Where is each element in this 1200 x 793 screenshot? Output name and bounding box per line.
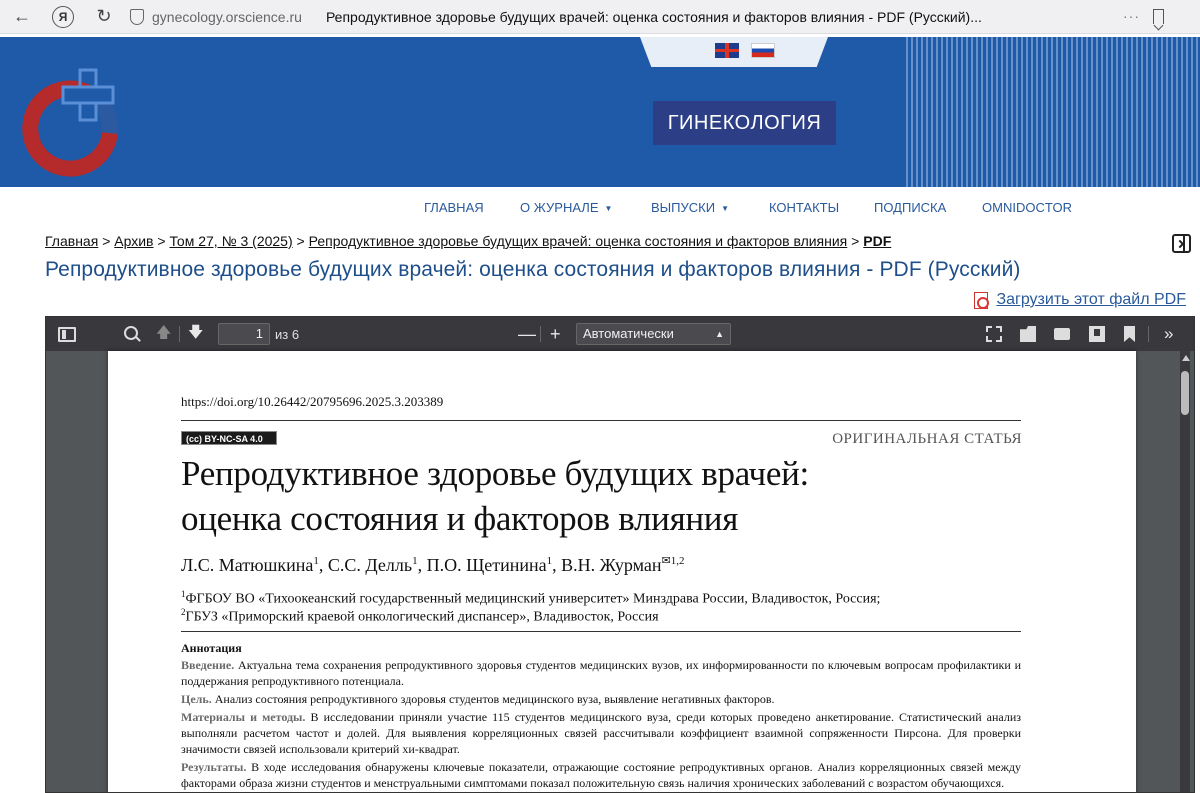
sidebar-icon[interactable] — [58, 327, 76, 342]
download-label: Загрузить этот файл PDF — [996, 291, 1186, 308]
pdf-page — [108, 351, 1136, 793]
author-name: С.С. Делль — [327, 555, 413, 575]
shield-icon[interactable] — [130, 9, 144, 25]
doi-link[interactable]: https://doi.org/10.26442/20795696.2025.3.203389 — [181, 394, 444, 409]
aff-text: ФГБОУ ВО «Тихоокеанский государственный медицинский университет» Минздрава России, Владивосток, Россия; — [185, 591, 881, 607]
nav-issues[interactable] — [651, 200, 729, 215]
browser-toolbar — [0, 0, 1200, 34]
print-icon[interactable] — [1054, 328, 1070, 340]
viewer-toolbar — [46, 317, 1195, 351]
bookmark-icon[interactable] — [1153, 9, 1164, 24]
breadcrumb-sep: > — [102, 233, 111, 249]
zoom-in-button[interactable]: + — [550, 323, 561, 344]
divider — [181, 631, 1021, 632]
toolbar-divider — [179, 326, 180, 342]
breadcrumb — [45, 233, 891, 249]
open-file-icon[interactable] — [1020, 326, 1036, 342]
scroll-up-icon[interactable] — [1182, 355, 1190, 361]
uk-flag-icon[interactable] — [715, 43, 739, 58]
article-title-line: Репродуктивное здоровье будущих врачей: — [181, 454, 809, 493]
author-name: В.Н. Журман — [561, 555, 662, 575]
nav-about[interactable] — [520, 200, 612, 215]
envelope-icon: ✉ — [661, 555, 671, 567]
breadcrumb-sep: > — [851, 233, 860, 249]
page-title: Репродуктивное здоровье будущих врачей: оценка состояния и факторов влияния - PDF (Русский) — [45, 258, 1021, 281]
abstract-label: Материалы и методы. — [181, 710, 306, 724]
bookmark-icon[interactable] — [1124, 326, 1135, 342]
aff-text: ГБУЗ «Приморский краевой онкологический диспансер», Владивосток, Россия — [185, 609, 659, 625]
abstract-text: В ходе исследования обнаружены ключевые показатели, отражающие состояние репродуктивных органов. Анализ корреляционных связей между факторами образа жизни студентов и менструальными симптомами показал положительную связь наличия хронических заболеваний с возрастом обучающихся. — [181, 760, 1021, 790]
abstract-label: Результаты. — [181, 760, 247, 774]
author-name: П.О. Щетинина — [426, 555, 547, 575]
affiliation-2 — [181, 607, 659, 626]
page-number-input[interactable]: 1 — [218, 323, 270, 345]
presentation-mode-icon[interactable] — [986, 326, 1002, 342]
abstract-text: Актуальна тема сохранения репродуктивного здоровья студентов медицинских вузов, их информированности по ключевым вопросам профилактики и поддержания репродуктивного потенциала. — [181, 658, 1022, 688]
pdf-icon — [974, 292, 988, 309]
abstract-label: Цель. — [181, 692, 212, 706]
article-title — [181, 451, 981, 541]
abstract-heading: Аннотация — [181, 641, 242, 655]
nav-home[interactable]: ГЛАВНАЯ — [424, 200, 484, 215]
license-label: BY-NC-SA 4.0 — [204, 434, 263, 444]
nav-issues-label: ВЫПУСКИ — [651, 200, 716, 215]
scroll-thumb[interactable] — [1181, 371, 1189, 415]
article-type: ОРИГИНАЛЬНАЯ СТАТЬЯ — [832, 431, 1022, 447]
author-name: Л.С. Матюшкина — [181, 555, 314, 575]
journal-logo-icon[interactable] — [22, 67, 132, 177]
header-stripes — [906, 37, 1200, 187]
nav-about-label: О ЖУРНАЛЕ — [520, 200, 599, 215]
viewer-scrollbar[interactable] — [1180, 351, 1190, 793]
breadcrumb-article[interactable]: Репродуктивное здоровье будущих врачей: оценка состояния и факторов влияния — [308, 233, 848, 249]
brand-box[interactable] — [653, 101, 836, 145]
affiliation-1 — [181, 589, 880, 608]
abstract-text: В исследовании приняли участие 115 студентов медицинского вуза, среди которых проведено анкетирование. Статистический анализ выполняли расчетом частот и долей. Для выявления корреляционных связей рассчитывали коэффициент взаимной сопряженности Пирсона. Для проверки значимости связей использовали критерий хи-квадрат. — [181, 710, 1022, 756]
back-arrow-icon[interactable]: ← — [13, 6, 31, 26]
abstract-paragraph — [181, 759, 1021, 791]
abstract-paragraph — [181, 691, 1021, 707]
tab-title: Репродуктивное здоровье будущих врачей: оценка состояния и факторов влияния - PDF (Русский)... — [325, 8, 982, 25]
caret-down-icon: ▼ — [721, 204, 730, 214]
author-sup: 1 — [546, 555, 553, 567]
abstract-paragraph — [181, 709, 1021, 757]
zoom-out-button[interactable]: — — [518, 323, 536, 344]
tools-more-icon[interactable]: » — [1164, 324, 1174, 343]
breadcrumb-issue[interactable]: Том 27, № 3 (2025) — [169, 233, 293, 249]
brand-title: ГИНЕКОЛОГИЯ — [667, 111, 822, 134]
address-host[interactable]: gynecology.orscience.ru — [152, 8, 302, 25]
site-header — [0, 37, 1200, 187]
aff-sup: 2 — [181, 607, 186, 617]
pdf-viewer — [45, 316, 1195, 793]
caret-down-icon: ▼ — [604, 204, 613, 214]
aff-sup: 1 — [181, 589, 186, 599]
breadcrumb-sep: > — [296, 233, 305, 249]
author-sup: 1 — [313, 555, 319, 567]
toolbar-divider — [540, 326, 541, 342]
zoom-select[interactable] — [576, 323, 731, 345]
next-page-icon[interactable]: 🡇 — [188, 323, 204, 341]
ru-flag-icon[interactable] — [751, 43, 775, 58]
nav-contacts[interactable]: КОНТАКТЫ — [769, 200, 840, 215]
breadcrumb-archive[interactable]: Архив — [114, 233, 154, 249]
divider — [181, 420, 1021, 421]
reload-icon[interactable]: ↻ — [96, 6, 112, 26]
sidebar-toggle-icon[interactable] — [1172, 234, 1191, 253]
breadcrumb-sep: > — [157, 233, 166, 249]
author-sup: 1,2 — [670, 555, 685, 567]
download-link[interactable] — [974, 291, 1186, 309]
author-sup: 1 — [412, 555, 418, 567]
toolbar-divider — [1148, 326, 1149, 342]
zoom-value: Автоматически — [583, 326, 674, 341]
abstract-label: Введение. — [181, 658, 235, 672]
select-arrows-icon: ▲ — [715, 329, 724, 339]
breadcrumb-home[interactable]: Главная — [45, 233, 99, 249]
page-count: из 6 — [275, 327, 300, 342]
nav-omnidoctor[interactable]: OMNIDOCTOR — [982, 200, 1073, 215]
save-icon[interactable] — [1089, 326, 1105, 342]
article-title-line: оценка состояния и факторов влияния — [181, 499, 739, 538]
abstract-text: Анализ состояния репродуктивного здоровья студентов медицинского вуза, выявление негативных факторов. — [214, 692, 775, 706]
search-icon[interactable] — [124, 326, 138, 340]
breadcrumb-current: PDF — [863, 233, 892, 249]
abstract-paragraph — [181, 657, 1021, 689]
prev-page-icon[interactable]: 🡅 — [156, 323, 172, 341]
authors: Л.С. Матюшкина$^1$, С.С. Делль$^1$, П.О. Щетинина$^1$, В.Н. Журман$^{✉1,2}$ — [181, 555, 685, 575]
more-icon[interactable]: ··· — [1123, 8, 1140, 24]
nav-subscription[interactable]: ПОДПИСКА — [874, 200, 947, 215]
main-nav — [0, 200, 1200, 218]
license-badge: (cc) BY-NC-SA 4.0 — [181, 431, 277, 445]
yandex-icon[interactable]: Я — [52, 6, 74, 28]
